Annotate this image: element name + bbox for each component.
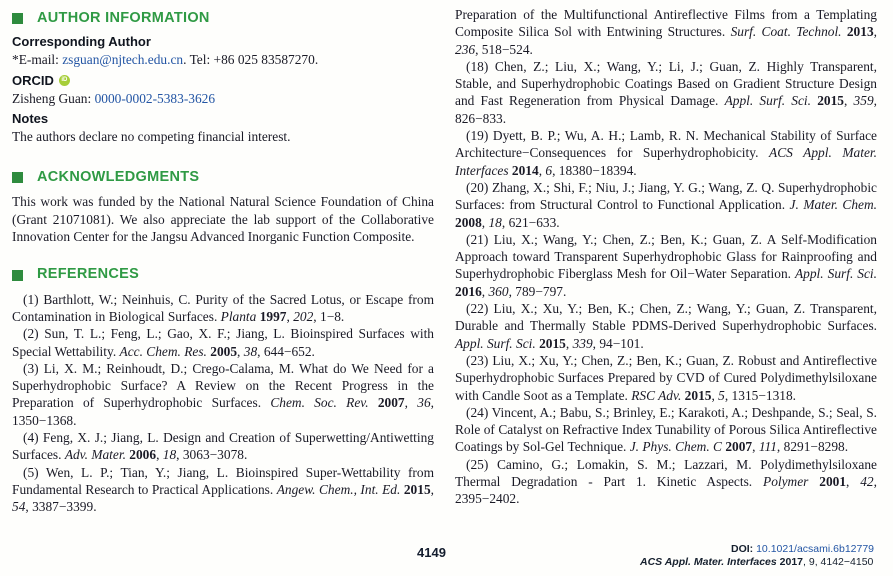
- reference-text-segment: 1997: [259, 308, 287, 324]
- reference-text-segment: (3) Li, X. M.; Reinhoudt, D.; Crego-Calama, M. What do We Need for a Superhydrophobic Surface? A Review on the Recent Progress in the Preparation of Superhydrophobic Surfaces.: [12, 360, 434, 411]
- reference-text-segment: [369, 395, 378, 410]
- reference-text-segment: , 1315−1318.: [724, 387, 797, 403]
- reference-text-segment: 2001: [819, 474, 847, 490]
- reference-text-segment: 202: [293, 308, 314, 324]
- journal-citation-line: [640, 554, 873, 571]
- reference-text-segment: ,: [565, 335, 573, 351]
- reference-text-segment: 2015: [817, 93, 844, 109]
- page-number: 4149: [417, 545, 446, 560]
- reference-text-segment: J. Mater. Chem.: [789, 197, 877, 213]
- reference-text-segment: 6: [545, 162, 553, 178]
- references-list: [12, 291, 434, 516]
- reference-item: [12, 291, 434, 326]
- reference-text-segment: ,: [846, 474, 861, 490]
- reference-text-segment: ,: [481, 214, 489, 230]
- references-heading: [12, 266, 434, 283]
- reference-text-segment: ,: [286, 308, 294, 324]
- doi-label: DOI:: [731, 543, 757, 555]
- orcid-label: ORCID: [12, 72, 54, 88]
- reference-text-segment: 2013: [846, 24, 874, 40]
- reference-item: [12, 325, 434, 360]
- reference-text-segment: 54: [12, 499, 26, 515]
- orcid-id-link[interactable]: 0000-0002-5383-3626: [94, 90, 216, 106]
- orcid-author-name: Zisheng Guan:: [12, 90, 95, 106]
- references-list-continued: [455, 6, 877, 508]
- acknowledgments-text: This work was funded by the National Natural Science Foundation of China (Grant 21071081). We also appreciate the lab support of the Collaborative Innovation Center for the Jangsu Advanced Inorganic Function Composite.: [12, 194, 434, 245]
- reference-text-segment: (20) Zhang, X.; Shi, F.; Niu, J.; Jiang, Y. G.; Wang, Z. Q. Superhydrophobic Surfaces: from Structural Control to Functional Application.: [455, 179, 877, 213]
- citation-volume-pages: , 9, 4142−4150: [803, 556, 874, 568]
- acknowledgments-heading-text: ACKNOWLEDGMENTS: [37, 169, 200, 186]
- notes-text: The authors declare no competing financial interest.: [12, 128, 291, 144]
- reference-text-segment: ,: [237, 343, 244, 359]
- reference-text-segment: Adv. Mater.: [64, 447, 126, 463]
- reference-text-segment: ,: [156, 447, 163, 463]
- reference-text-segment: 18: [162, 447, 177, 463]
- reference-text-segment: 2015: [684, 387, 712, 403]
- corresponding-author-label: Corresponding Author: [12, 34, 151, 50]
- reference-text-segment: 2006: [129, 447, 157, 463]
- reference-text-segment: 2005: [210, 343, 238, 359]
- reference-text-segment: J. Phys. Chem. C: [629, 439, 722, 455]
- reference-text-segment: Appl. Surf. Sci.: [794, 266, 877, 282]
- reference-text-segment: ,: [873, 24, 877, 40]
- author-information-heading: [12, 10, 434, 27]
- reference-text-segment: 2014: [511, 162, 539, 178]
- reference-item: [455, 352, 877, 404]
- reference-text-segment: Chem. Soc. Rev.: [270, 395, 369, 411]
- reference-text-segment: ACS Appl. Mater. Interfaces: [455, 145, 877, 178]
- reference-text-segment: ,: [844, 93, 854, 109]
- reference-text-segment: 339: [572, 335, 593, 351]
- reference-text-segment: 111: [758, 439, 777, 455]
- right-column: [455, 6, 877, 516]
- reference-text-segment: Appl. Surf. Sci.: [724, 93, 812, 109]
- reference-text-segment: Surf. Coat. Technol.: [730, 24, 842, 40]
- reference-text-segment: , 789−797.: [508, 283, 567, 299]
- reference-text-segment: , 3387−3399.: [25, 499, 97, 515]
- reference-text-segment: 2008: [455, 214, 482, 230]
- reference-item: [455, 404, 877, 456]
- reference-text-segment: (22) Liu, X.; Xu, Y.; Ben, K.; Chen, Z.; Wang, Y.; Guan, Z. Transparent, Durable and Thermally Stable PDMS-Derived Superhydrophobic Surfaces.: [455, 301, 877, 334]
- doi-link[interactable]: 10.1021/acsami.6b12779: [756, 543, 875, 555]
- reference-text-segment: ,: [752, 439, 759, 455]
- reference-text-segment: (19) Dyett, B. P.; Wu, A. H.; Lamb, R. N. Mechanical Stability of Surface Architecture−Consequences for Superhydrophobicity.: [455, 128, 877, 161]
- reference-text-segment: Polymer: [763, 474, 809, 490]
- reference-text-segment: 2016: [455, 283, 482, 299]
- reference-text-segment: , 2395−2402.: [455, 474, 877, 507]
- reference-item: [12, 360, 434, 429]
- reference-text-segment: Acc. Chem. Res.: [119, 343, 207, 359]
- reference-text-segment: , 1350−1368.: [12, 395, 434, 428]
- left-column: [12, 6, 434, 516]
- reference-text-segment: ,: [430, 481, 434, 497]
- orcid-line: [12, 90, 434, 107]
- reference-item: [455, 231, 877, 300]
- reference-text-segment: 18: [488, 214, 502, 230]
- author-information-heading-text: AUTHOR INFORMATION: [37, 10, 210, 26]
- reference-text-segment: Appl. Surf. Sci.: [455, 335, 536, 351]
- citation-year: 2017: [779, 556, 804, 568]
- reference-text-segment: 236: [455, 41, 476, 57]
- reference-text-segment: 36: [417, 395, 431, 411]
- reference-item: [12, 464, 434, 516]
- acknowledgments-heading: [12, 169, 434, 186]
- reference-text-segment: , 644−652.: [257, 343, 315, 359]
- section-bullet-icon: [12, 270, 23, 281]
- reference-item: [455, 6, 877, 58]
- reference-text-segment: [808, 474, 819, 489]
- reference-text-segment: (24) Vincent, A.; Babu, S.; Brinley, E.; Karakoti, A.; Deshpande, S.; Seal, S. Role of Catalyst on Refractive Index Tunability of Porous Silica Antireflective Coatings by Sol-Gel Technique.: [455, 404, 877, 455]
- email-line: [12, 51, 434, 68]
- reference-text-segment: ,: [538, 162, 546, 178]
- reference-text-segment: 5: [718, 387, 725, 403]
- reference-text-segment: Angew. Chem., Int. Ed.: [276, 481, 401, 497]
- email-prefix: *E-mail:: [12, 52, 63, 68]
- email-suffix: . Tel: +86 025 83587270.: [183, 52, 319, 68]
- reference-text-segment: 2007: [725, 439, 753, 455]
- reference-text-segment: 42: [860, 474, 874, 490]
- reference-text-segment: (1) Barthlott, W.; Neinhuis, C. Purity of the Sacred Lotus, or Escape from Contamination in Biological Surfaces.: [12, 291, 434, 324]
- reference-text-segment: (18) Chen, Z.; Liu, X.; Wang, Y.; Li, J.; Guan, Z. Highly Transparent, Stable, and Superhydrophobic Coatings Based on Gradient Structure Design and Fast Regeneration from Physical Damage.: [455, 58, 877, 109]
- section-bullet-icon: [12, 172, 23, 183]
- notes-label: Notes: [12, 110, 49, 126]
- reference-text-segment: , 3063−3078.: [176, 447, 248, 463]
- reference-text-segment: ,: [481, 283, 489, 299]
- reference-text-segment: Preparation of the Multifunctional Antireflective Films from a Templating Composite Silica Sol with Entwining Structures.: [455, 7, 877, 40]
- reference-item: [12, 429, 434, 464]
- citation-journal-name: ACS Appl. Mater. Interfaces: [640, 556, 780, 568]
- reference-text-segment: 2007: [377, 395, 405, 411]
- orcid-label-row: [12, 73, 434, 89]
- reference-text-segment: ,: [711, 387, 719, 403]
- reference-text-segment: (21) Liu, X.; Wang, Y.; Chen, Z.; Ben, K.; Guan, Z. A Self-Modification Approach toward Transparent Superhydrophobic Glass for Rainproofing and Superhydrophobic Fiberglass Mesh for Oil−Water Separation.: [455, 231, 877, 282]
- reference-text-segment: 359: [853, 93, 874, 109]
- reference-item: [455, 300, 877, 352]
- reference-text-segment: 2015: [403, 481, 431, 497]
- reference-text-segment: Planta: [220, 308, 257, 324]
- reference-text-segment: , 8291−8298.: [776, 439, 849, 455]
- reference-text-segment: , 518−524.: [475, 41, 533, 57]
- reference-text-segment: RSC Adv.: [631, 387, 682, 403]
- reference-text-segment: (25) Camino, G.; Lomakin, S. M.; Lazzari, M. Polydimethylsiloxane Thermal Degradation - Part 1. Kinetic Aspects.: [455, 456, 877, 490]
- reference-text-segment: (23) Liu, X.; Xu, Y.; Chen, Z.; Ben, K.; Guan, Z. Robust and Antireflective Superhydrophobic Surfaces Prepared by CVD of Cured Polydimethylsiloxane with Candle Soot as a Template.: [455, 352, 877, 403]
- reference-item: [455, 127, 877, 179]
- reference-text-segment: ,: [404, 395, 418, 411]
- reference-text-segment: 2015: [539, 335, 566, 351]
- reference-text-segment: , 94−101.: [592, 335, 644, 351]
- orcid-icon: iD: [59, 75, 70, 86]
- reference-text-segment: (4) Feng, X. J.; Jiang, L. Design and Creation of Superwetting/Antiwetting Surfaces.: [12, 430, 434, 463]
- reference-item: [455, 456, 877, 508]
- reference-text-segment: 38: [243, 343, 258, 359]
- email-link[interactable]: zsguan@njtech.edu.cn: [62, 52, 184, 68]
- reference-text-segment: (2) Sun, T. L.; Feng, L.; Gao, X. F.; Jiang, L. Bioinspired Surfaces with Special Wettability.: [12, 326, 434, 359]
- reference-text-segment: (5) Wen, L. P.; Tian, Y.; Jiang, L. Bioinspired Super-Wettability from Fundamental Research to Practical Applications.: [12, 464, 434, 497]
- reference-text-segment: , 621−633.: [501, 214, 560, 230]
- section-bullet-icon: [12, 13, 23, 24]
- reference-text-segment: , 826−833.: [455, 93, 877, 126]
- references-heading-text: REFERENCES: [37, 266, 140, 283]
- reference-text-segment: , 1−8.: [313, 308, 345, 324]
- reference-text-segment: , 18380−18394.: [552, 162, 637, 178]
- reference-text-segment: 360: [488, 283, 509, 299]
- reference-item: [455, 58, 877, 127]
- reference-item: [455, 179, 877, 231]
